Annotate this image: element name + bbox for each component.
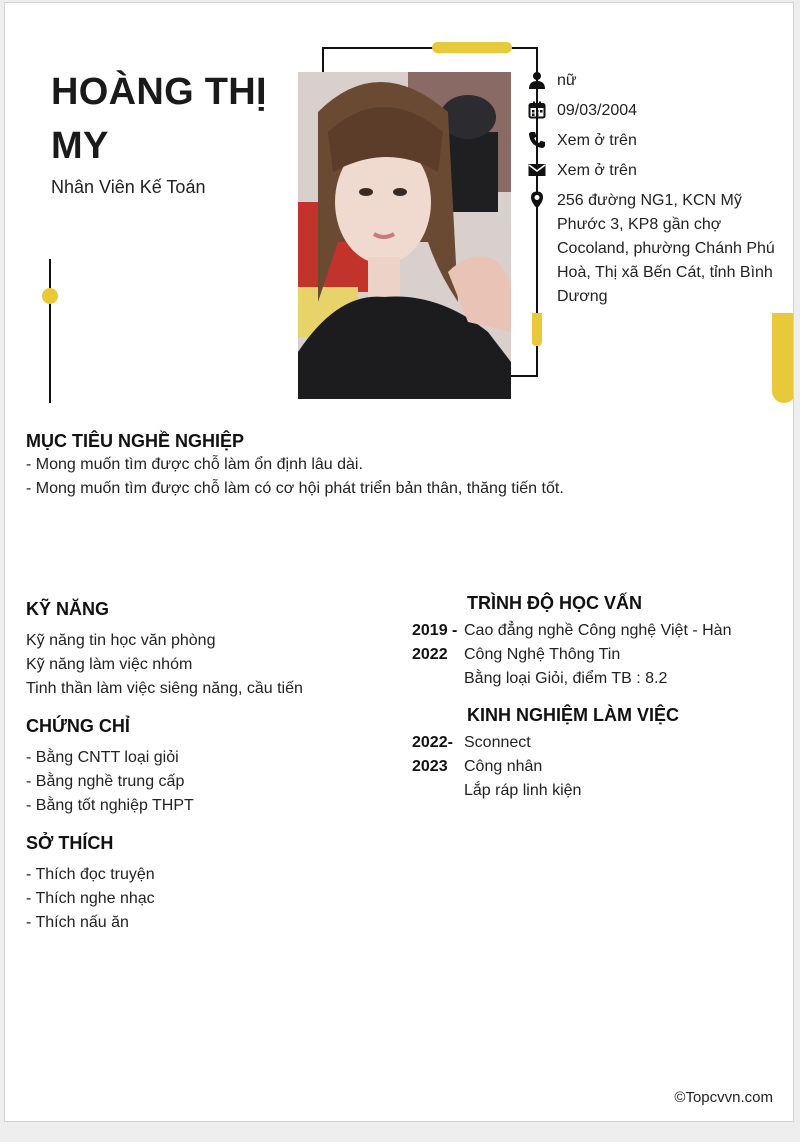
contact-address bbox=[528, 189, 778, 309]
calendar-icon bbox=[528, 101, 546, 119]
experience-years bbox=[412, 731, 462, 779]
hobbies-title: SỞ THÍCH bbox=[26, 833, 114, 853]
location-pin-icon bbox=[528, 191, 546, 209]
profile-photo bbox=[298, 72, 511, 399]
mail-icon bbox=[528, 161, 546, 179]
profile-photo-illustration bbox=[298, 72, 511, 399]
decor-yellow-bar-top bbox=[432, 42, 512, 53]
phone-icon bbox=[528, 131, 546, 149]
hobbies-list bbox=[26, 863, 386, 935]
name-line-1: HOÀNG THỊ bbox=[51, 71, 267, 113]
decor-vertical-line bbox=[49, 259, 51, 403]
certificates-title: CHỨNG CHỈ bbox=[26, 716, 130, 736]
decor-yellow-edge-tab bbox=[772, 313, 794, 403]
experience-details bbox=[464, 731, 784, 803]
skills-title: KỸ NĂNG bbox=[26, 599, 110, 619]
contact-birthdate bbox=[528, 99, 778, 123]
photo-frame-bottom bbox=[511, 375, 538, 377]
name-line-2: MY bbox=[51, 125, 109, 167]
education-years bbox=[412, 619, 462, 667]
objective-body bbox=[26, 453, 766, 501]
experience-title: KINH NGHIỆM LÀM VIỆC bbox=[467, 705, 680, 725]
education-line: Bằng loại Giỏi, điểm TB : 8.2 bbox=[464, 670, 668, 687]
email-text: Xem ở trên bbox=[557, 162, 637, 179]
skill-item: Kỹ năng tin học văn phòng bbox=[26, 632, 216, 649]
phone-text: Xem ở trên bbox=[557, 132, 637, 149]
candidate-name bbox=[51, 65, 291, 173]
decor-yellow-dot bbox=[42, 288, 58, 304]
hobby-item: - Thích nghe nhạc bbox=[26, 890, 155, 907]
certificate-item: - Bằng tốt nghiệp THPT bbox=[26, 797, 194, 814]
skill-item: Kỹ năng làm việc nhóm bbox=[26, 656, 193, 673]
hobby-item: - Thích đọc truyện bbox=[26, 866, 155, 883]
education-year-start: 2019 - bbox=[412, 622, 458, 639]
skills-list bbox=[26, 629, 386, 701]
person-icon bbox=[528, 71, 546, 89]
experience-year-end: 2023 bbox=[412, 758, 448, 775]
contact-gender bbox=[528, 69, 778, 93]
objective-title: MỤC TIÊU NGHỀ NGHIỆP bbox=[26, 431, 245, 451]
certificate-item: - Bằng nghề trung cấp bbox=[26, 773, 185, 790]
job-title: Nhân Viên Kế Toán bbox=[51, 177, 206, 197]
hobby-item: - Thích nấu ăn bbox=[26, 914, 129, 931]
experience-line: Lắp ráp linh kiện bbox=[464, 782, 582, 799]
education-title: TRÌNH ĐỘ HỌC VẤN bbox=[467, 593, 642, 613]
cv-page bbox=[4, 2, 794, 1122]
experience-year-start: 2022- bbox=[412, 734, 453, 751]
footer-credit-link[interactable]: ©Topcvvn.com bbox=[674, 1089, 773, 1106]
gender-text: nữ bbox=[557, 72, 577, 89]
experience-line: Sconnect bbox=[464, 734, 531, 751]
objective-line: - Mong muốn tìm được chỗ làm có cơ hội phát triển bản thân, thăng tiến tốt. bbox=[26, 480, 564, 497]
contact-phone bbox=[528, 129, 778, 153]
education-year-end: 2022 bbox=[412, 646, 448, 663]
education-line: Công Nghệ Thông Tin bbox=[464, 646, 621, 663]
education-details bbox=[464, 619, 784, 691]
decor-yellow-bar-right bbox=[532, 313, 542, 346]
birthdate-text: 09/03/2004 bbox=[557, 102, 638, 119]
certificates-list bbox=[26, 746, 386, 818]
contact-email bbox=[528, 159, 778, 183]
education-line: Cao đẳng nghề Công nghệ Việt - Hàn bbox=[464, 622, 732, 639]
experience-line: Công nhân bbox=[464, 758, 543, 775]
certificate-item: - Bằng CNTT loại giỏi bbox=[26, 749, 179, 766]
objective-line: - Mong muốn tìm được chỗ làm ổn định lâu dài. bbox=[26, 456, 363, 473]
address-text: 256 đường NG1, KCN Mỹ Phước 3, KP8 gần chợ Cocoland, phường Chánh Phú Hoà, Thị xã Bến Cát, tỉnh Bình Dương bbox=[557, 192, 775, 305]
skill-item: Tinh thần làm việc siêng năng, cầu tiến bbox=[26, 680, 303, 697]
